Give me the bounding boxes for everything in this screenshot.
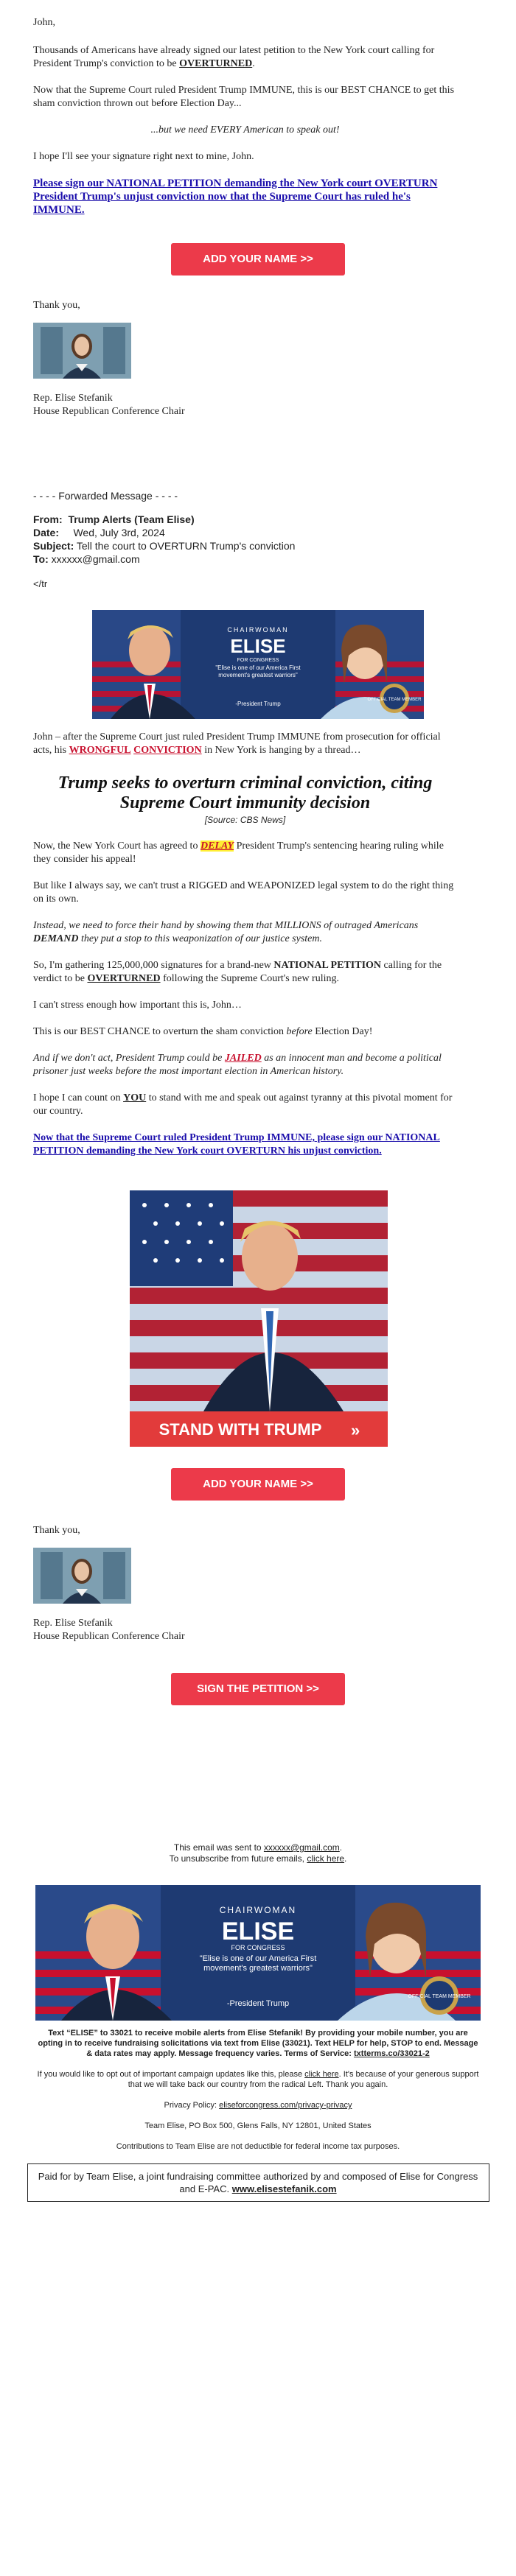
sign-the-petition-button[interactable]: SIGN THE PETITION >> xyxy=(171,1673,345,1705)
team-elise-banner-2 xyxy=(35,1885,516,2021)
elise-photo xyxy=(33,1548,457,1604)
forward-date: Date: Wed, July 3rd, 2024 xyxy=(33,527,165,538)
footer-tax-notice: Contributions to Team Elise are not deductible for federal income tax purposes. xyxy=(116,2142,400,2151)
signature-title: House Republican Conference Chair xyxy=(33,1631,185,1642)
add-your-name-button-2[interactable]: ADD YOUR NAME >> xyxy=(171,1468,345,1501)
footer-sms-notice: Text “ELISE” to 33021 to receive mobile alerts from Elise Stefanik! By providing your mobile number, you are opting in to receive fundraising solicitations via text from Elise (33021). Text HELP for help, STOP to end. Message & data rates may apply. Message frequency varies. Terms of Service: txtterms.co/33021-2 xyxy=(38,2029,478,2058)
forward-from: From: Trump Alerts (Team Elise) xyxy=(33,513,195,525)
signature-name: Rep. Elise Stefanik xyxy=(33,393,113,404)
body-paragraph-1: John – after the Supreme Court just ruled President Trump IMMUNE from prosecution for official acts, his WRONGFUL CONVICTION in New York is hanging by a thread… xyxy=(33,731,441,756)
forwarded-message xyxy=(33,489,457,591)
banner-name: ELISE xyxy=(221,1917,295,1945)
body-paragraph-7: This is our BEST CHANCE to overturn the sham conviction before Election Day! xyxy=(33,1026,373,1037)
headline-block xyxy=(33,773,457,825)
stand-with-trump-image[interactable] xyxy=(130,1190,516,1450)
forwarded-header: - - - - Forwarded Message - - - - xyxy=(33,490,178,502)
greeting: John, xyxy=(33,17,55,28)
banner-name: ELISE xyxy=(230,635,286,657)
terms-link[interactable]: txtterms.co/33021-2 xyxy=(354,2049,430,2058)
intro-section xyxy=(33,0,457,217)
headline: Trump seeks to overturn criminal conviction, citing Supreme Court immunity decision xyxy=(57,773,433,813)
optout-link[interactable]: click here xyxy=(304,2070,339,2079)
banner-attribution: -President Trump xyxy=(235,701,281,707)
banner-quote: "Elise is one of our America First movement's greatest warriors" xyxy=(215,664,301,678)
team-elise-banner-1 xyxy=(92,610,516,719)
intro-paragraph-2: Now that the Supreme Court ruled President Trump IMMUNE, this is our BEST CHANCE to get this sham conviction thrown out before Election Day... xyxy=(33,85,455,109)
headline-source: [Source: CBS News] xyxy=(204,815,286,825)
signature-block-1 xyxy=(33,299,457,418)
banner-quote: "Elise is one of our America First movement's greatest warriors" xyxy=(199,1954,317,1973)
add-your-name-button-1[interactable]: ADD YOUR NAME >> xyxy=(171,243,345,276)
footer xyxy=(0,1842,516,2202)
body-section xyxy=(33,731,457,1158)
stand-with-trump-text: STAND WITH TRUMP xyxy=(158,1420,322,1439)
elise-photo xyxy=(33,323,457,379)
banner-chairwoman: CHAIRWOMAN xyxy=(219,1905,297,1915)
privacy-link[interactable]: eliseforcongress.com/privacy-privacy xyxy=(219,2101,352,2110)
petition-link-2[interactable]: Now that the Supreme Court ruled President Trump IMMUNE, please sign our NATIONAL PETITION demanding the New York court OVERTURN his unjust conviction. xyxy=(33,1132,440,1157)
intro-paragraph-4: I hope I'll see your signature right next to mine, John. xyxy=(33,151,254,162)
signature-title: House Republican Conference Chair xyxy=(33,406,185,417)
signature-name: Rep. Elise Stefanik xyxy=(33,1618,113,1629)
footer-email-link[interactable]: xxxxxx@gmail.com xyxy=(263,1842,340,1853)
forward-to: To: xxxxxx@gmail.com xyxy=(33,553,140,565)
footer-optout: If you would like to opt out of important campaign updates like this, please click here. It's because of your generous support that we will take back our country from the radical Left. Thank you again. xyxy=(37,2070,479,2089)
body-paragraph-3: But like I always say, we can't trust a RIGGED and WEAPONIZED legal system to do the right thing on its own. xyxy=(33,880,454,905)
footer-privacy: Privacy Policy: eliseforcongress.com/privacy-privacy xyxy=(164,2101,352,2110)
signature-block-2 xyxy=(33,1524,457,1643)
stray-markup-text: </tr xyxy=(33,578,48,589)
body-paragraph-6: I can't stress enough how important this is, John… xyxy=(33,1000,242,1011)
intro-paragraph-3: ...but we need EVERY American to speak out! xyxy=(150,124,340,136)
footer-address: Team Elise, PO Box 500, Glens Falls, NY 12801, United States xyxy=(144,2121,372,2130)
footer-unsubscribe: To unsubscribe from future emails, click here. xyxy=(169,1853,347,1864)
intro-paragraph-1: Thousands of Americans have already signed our latest petition to the New York court calling for President Trump's conviction to be OVERTURNED. xyxy=(33,45,435,69)
banner-seal-text: OFFICIAL TEAM MEMBER xyxy=(408,1994,471,1999)
website-link[interactable]: www.elisestefanik.com xyxy=(231,2183,337,2194)
unsubscribe-link[interactable]: click here xyxy=(307,1853,345,1864)
banner-seal-text: OFFICIAL TEAM MEMBER xyxy=(367,698,422,702)
body-paragraph-2: Now, the New York Court has agreed to DELAY President Trump's sentencing hearing ruling while they consider his appeal! xyxy=(33,840,444,865)
banner-attribution: -President Trump xyxy=(226,1999,290,2008)
body-paragraph-9: I hope I can count on YOU to stand with me and speak out against tyranny at this pivotal moment for our country. xyxy=(33,1092,453,1117)
paid-for-by-box: Paid for by Team Elise, a joint fundraising committee authorized by and composed of Elise for Congress and E-PAC. www.elisestefanik.com xyxy=(27,2163,489,2202)
thank-you-text: Thank you, xyxy=(33,1525,80,1536)
banner-sub: FOR CONGRESS xyxy=(237,658,279,663)
petition-link-1[interactable]: Please sign our NATIONAL PETITION demanding the New York court OVERTURN President Trump's unjust conviction now that the Supreme Court has ruled he's IMMUNE. xyxy=(33,178,438,216)
body-paragraph-5: So, I'm gathering 125,000,000 signatures for a brand-new NATIONAL PETITION calling for the verdict to be OVERTURNED following the Supreme Court's new ruling. xyxy=(33,960,442,984)
body-paragraph-8: And if we don't act, President Trump could be JAILED as an innocent man and become a political prisoner just weeks before the most important election in American history. xyxy=(33,1053,442,1077)
footer-sent-to: This email was sent to xxxxxx@gmail.com. xyxy=(173,1842,343,1853)
banner-sub: FOR CONGRESS xyxy=(231,1944,285,1951)
banner-chairwoman: CHAIRWOMAN xyxy=(227,626,289,634)
thank-you-text: Thank you, xyxy=(33,300,80,311)
body-paragraph-4: Instead, we need to force their hand by showing them that MILLIONS of outraged Americans DEMAND they put a stop to this weaponization of our justice system. xyxy=(33,920,419,944)
forward-subject: Subject: Tell the court to OVERTURN Trump's conviction xyxy=(33,540,296,552)
double-chevron-icon: » xyxy=(351,1421,360,1439)
